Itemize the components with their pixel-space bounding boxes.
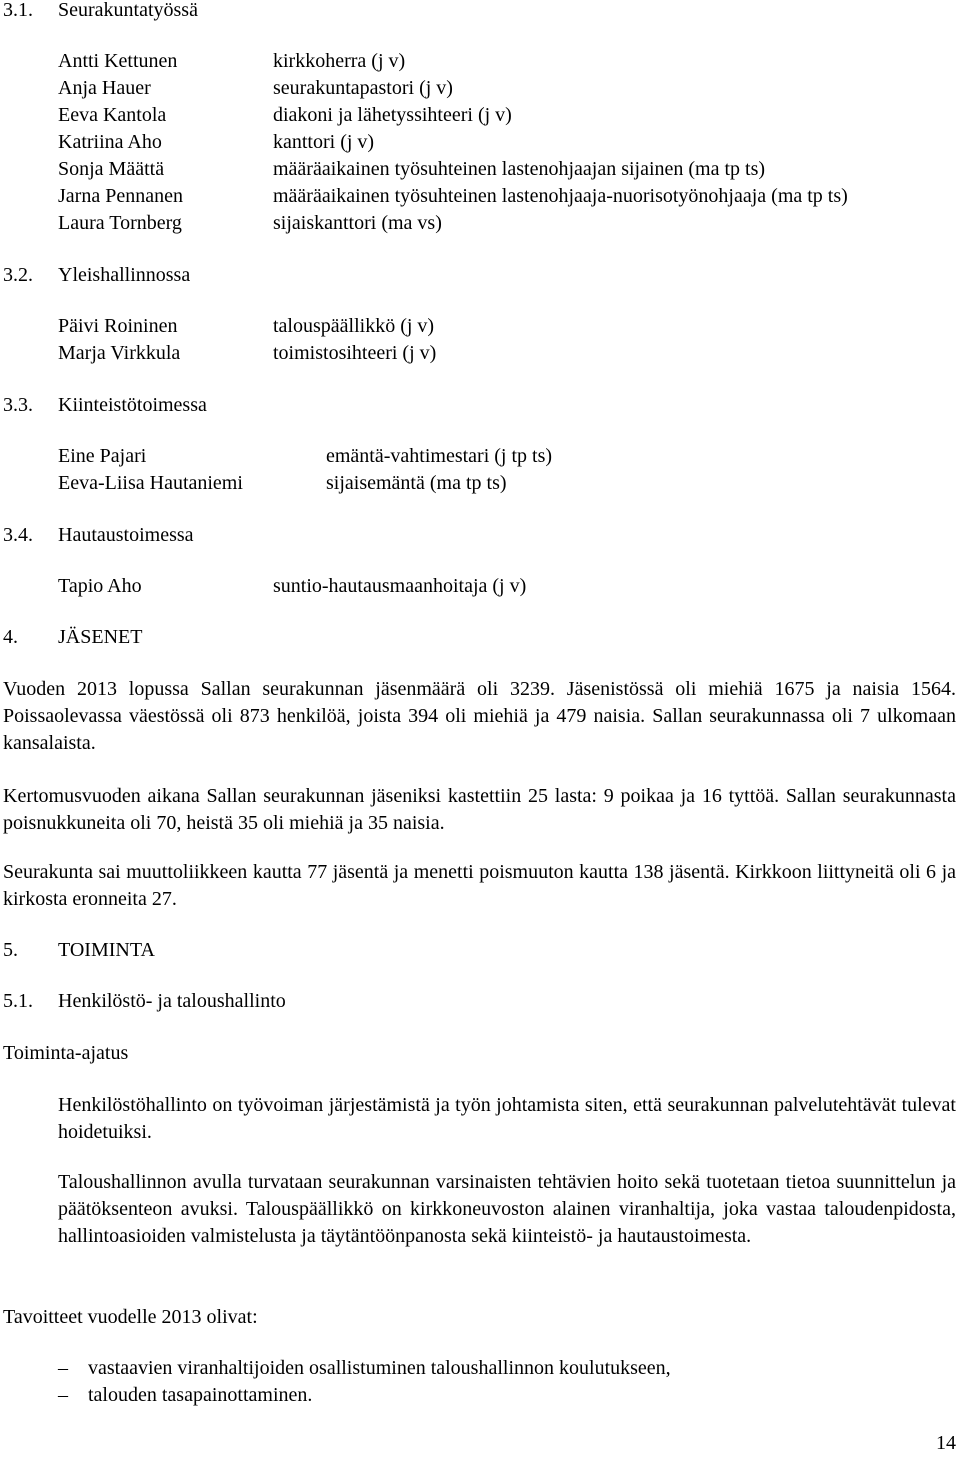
staff-name: Jarna Pennanen [58,185,183,207]
staff-role: toimistosihteeri (j v) [273,342,437,364]
staff-role: seurakuntapastori (j v) [273,77,453,99]
section-title: Henkilöstö- ja taloushallinto [58,990,286,1012]
section-number: 3.2. [3,264,33,286]
section-heading-3-3 [3,392,207,419]
section-number: 3.3. [3,394,33,416]
staff-name: Marja Virkkula [58,342,181,364]
staff-name: Sonja Määttä [58,158,165,180]
list-item-text: talouden tasapainottaminen. [88,1384,313,1406]
staff-name: Katriina Aho [58,131,162,153]
staff-role: suntio-hautausmaanhoitaja (j v) [273,575,527,597]
section-number: 3.4. [3,524,33,546]
staff-role: määräaikainen työsuhteinen lastenohjaajan sijainen (ma tp ts) [273,158,766,180]
section-title: JÄSENET [58,626,143,648]
staff-role: kanttori (j v) [273,131,375,153]
section-number: 4. [3,626,18,648]
staff-name: Antti Kettunen [58,50,178,72]
staff-role: talouspäällikkö (j v) [273,315,435,337]
section-title: TOIMINTA [58,939,155,961]
section-heading-3-4 [3,522,194,549]
staff-name: Anja Hauer [58,77,151,99]
staff-role: sijaisemäntä (ma tp ts) [326,472,507,494]
section-number: 5. [3,939,18,961]
staff-role: emäntä-vahtimestari (j tp ts) [326,445,553,467]
staff-role: määräaikainen työsuhteinen lastenohjaaja-nuorisotyönohjaaja (ma tp ts) [273,185,848,207]
dash-icon: – [58,1357,68,1379]
section-title: Hautaustoimessa [58,524,194,546]
toiminta-ajatus-paragraph-1: Henkilöstöhallinto on työvoiman järjestämistä ja työn johtamista siten, että seurakunnan palvelutehtävät tulevat hoidetuiksi. [58,1094,956,1143]
list-item-text: vastaavien viranhaltijoiden osallistuminen taloushallinnon koulutukseen, [88,1357,671,1379]
section-heading-5 [3,937,155,964]
staff-name: Eine Pajari [58,445,147,467]
goals-heading: Tavoitteet vuodelle 2013 olivat: [3,1306,258,1328]
section-heading-3-2 [3,262,190,289]
staff-role: sijaiskanttori (ma vs) [273,212,442,234]
staff-name: Eeva Kantola [58,104,167,126]
section-title: Yleishallinnossa [58,264,191,286]
section-title: Seurakuntatyössä [58,0,198,21]
members-paragraph-1: Vuoden 2013 lopussa Sallan seurakunnan jäsenmäärä oli 3239. Jäsenistössä oli miehiä 1675 ja naisia 1564. Poissaolevassa väestössä oli 873 henkilöä, joista 394 oli miehiä ja 479 naisia. Sallan seurakunnassa oli 7 ulkomaan kansalaista. [3,678,956,754]
members-paragraph-2: Kertomusvuoden aikana Sallan seurakunnan jäseniksi kastettiin 25 lasta: 9 poikaa ja 16 tyttöä. Sallan seurakunnasta poisnukkuneita oli 70, heistä 35 oli miehiä ja 35 naisia. [3,785,956,834]
toiminta-ajatus-paragraph-2: Taloushallinnon avulla turvataan seurakunnan varsinaisten tehtävien hoito sekä tuotetaan tietoa suunnittelun ja päätöksenteon avuksi. Talouspäällikkö on kirkkoneuvoston alainen viranhaltija, joka vastaa taloudenpidosta, hallintoasioiden valmistelusta ja täytäntöönpanosta sekä kiinteistö- ja hautaustoimesta. [58,1171,956,1247]
section-heading-5-1 [3,988,286,1015]
staff-name: Laura Tornberg [58,212,182,234]
staff-name: Päivi Roininen [58,315,178,337]
section-number: 3.1. [3,0,33,21]
staff-role: diakoni ja lähetyssihteeri (j v) [273,104,512,126]
page-number: 14 [936,1432,956,1454]
section-title: Kiinteistötoimessa [58,394,207,416]
dash-icon: – [58,1384,68,1406]
staff-name: Tapio Aho [58,575,142,597]
members-paragraph-3: Seurakunta sai muuttoliikkeen kautta 77 jäsentä ja menetti poismuuton kautta 138 jäsentä. Kirkkoon liittyneitä oli 6 ja kirkosta eronneita 27. [3,861,956,910]
toiminta-ajatus-heading: Toiminta-ajatus [3,1042,129,1064]
section-number: 5.1. [3,990,33,1012]
section-heading-3-1 [3,0,198,24]
staff-role: kirkkoherra (j v) [273,50,406,72]
staff-name: Eeva-Liisa Hautaniemi [58,472,243,494]
section-heading-4 [3,624,142,651]
